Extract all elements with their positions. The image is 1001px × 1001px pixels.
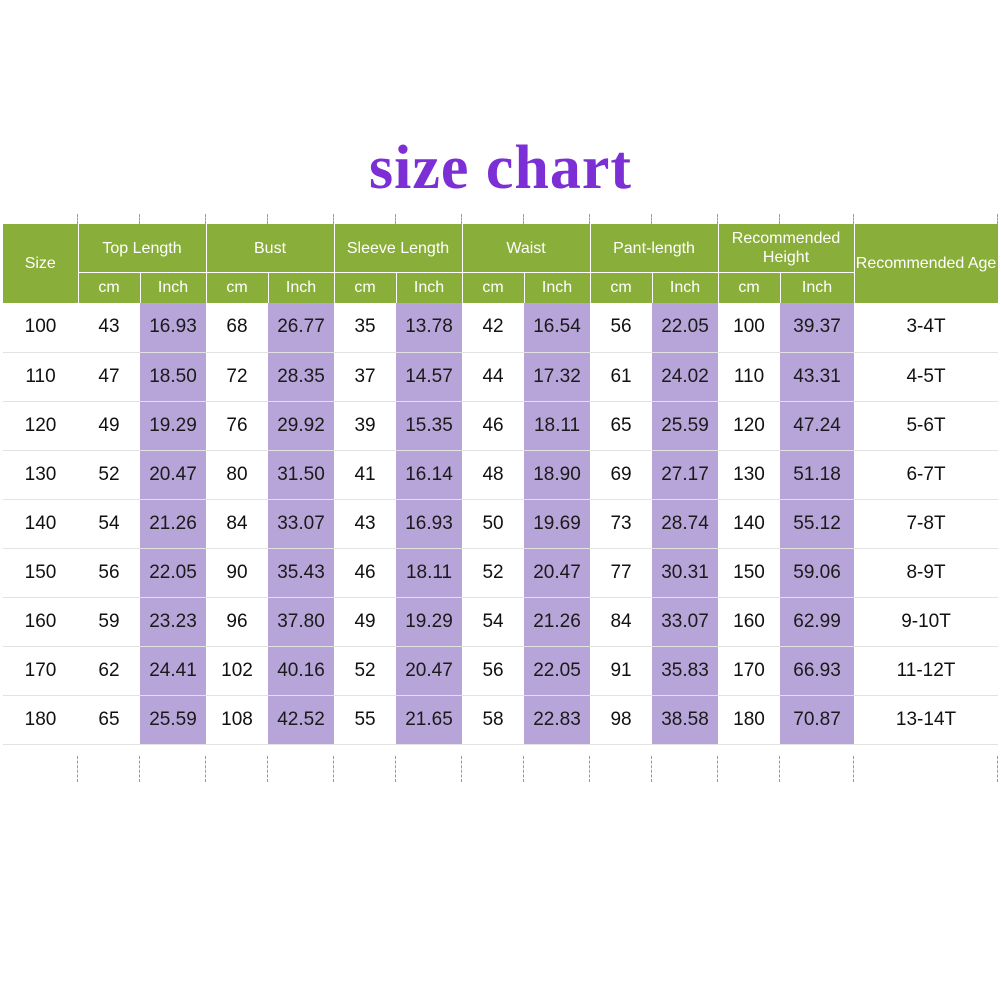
column-header-sleeve-length: Sleeve Length [334, 224, 462, 273]
cell-value: 73 [590, 499, 652, 548]
cell-value: 17.32 [524, 352, 590, 401]
cell-value: 22.05 [524, 646, 590, 695]
cell-value: 170 [718, 646, 780, 695]
cell-value: 180 [718, 695, 780, 744]
tick-mark [717, 214, 718, 224]
page-title: size chart [368, 134, 633, 202]
cell-value: 30.31 [652, 548, 718, 597]
unit-header-waist-cm: cm [462, 273, 524, 304]
table-row [3, 597, 998, 646]
cell-value: 150 [718, 548, 780, 597]
cell-value: 37 [334, 352, 396, 401]
cell-size: 110 [3, 352, 78, 401]
unit-header-pant-inch: Inch [652, 273, 718, 304]
cell-value: 50 [462, 499, 524, 548]
cell-size: 150 [3, 548, 78, 597]
cell-value: 37.80 [268, 597, 334, 646]
cell-value: 84 [206, 499, 268, 548]
column-header-recommended-age: Recommended Age [854, 224, 998, 303]
tick-mark [651, 756, 652, 782]
tick-mark [77, 756, 78, 782]
cell-value: 42.52 [268, 695, 334, 744]
cell-value: 40.16 [268, 646, 334, 695]
tick-mark [395, 756, 396, 782]
cell-value: 47.24 [780, 401, 854, 450]
cell-value: 18.50 [140, 352, 206, 401]
column-header-waist: Waist [462, 224, 590, 273]
cell-value: 26.77 [268, 303, 334, 352]
cell-value: 16.54 [524, 303, 590, 352]
unit-header-pant-cm: cm [590, 273, 652, 304]
cell-value: 24.02 [652, 352, 718, 401]
bottom-tick-marks [3, 756, 998, 782]
cell-value: 20.47 [396, 646, 462, 695]
cell-value: 16.93 [140, 303, 206, 352]
cell-value: 61 [590, 352, 652, 401]
cell-value: 84 [590, 597, 652, 646]
cell-value: 7-8T [854, 499, 998, 548]
cell-value: 130 [718, 450, 780, 499]
cell-value: 46 [462, 401, 524, 450]
cell-value: 80 [206, 450, 268, 499]
tick-mark [333, 214, 334, 224]
cell-value: 35 [334, 303, 396, 352]
cell-value: 27.17 [652, 450, 718, 499]
tick-mark [139, 756, 140, 782]
unit-header-sleeve-inch: Inch [396, 273, 462, 304]
cell-value: 22.05 [652, 303, 718, 352]
unit-header-bust-inch: Inch [268, 273, 334, 304]
cell-value: 140 [718, 499, 780, 548]
size-chart-table-wrap [3, 224, 998, 745]
cell-value: 70.87 [780, 695, 854, 744]
cell-value: 56 [590, 303, 652, 352]
tick-mark [139, 214, 140, 224]
cell-value: 20.47 [140, 450, 206, 499]
cell-value: 102 [206, 646, 268, 695]
cell-value: 23.23 [140, 597, 206, 646]
cell-value: 59 [78, 597, 140, 646]
cell-value: 54 [462, 597, 524, 646]
cell-value: 35.83 [652, 646, 718, 695]
cell-size: 160 [3, 597, 78, 646]
cell-value: 76 [206, 401, 268, 450]
cell-value: 55.12 [780, 499, 854, 548]
cell-value: 31.50 [268, 450, 334, 499]
cell-value: 65 [78, 695, 140, 744]
cell-value: 3-4T [854, 303, 998, 352]
cell-value: 58 [462, 695, 524, 744]
table-row [3, 499, 998, 548]
unit-header-height-cm: cm [718, 273, 780, 304]
tick-mark [997, 756, 998, 782]
tick-mark [779, 756, 780, 782]
cell-value: 52 [78, 450, 140, 499]
unit-header-bust-cm: cm [206, 273, 268, 304]
cell-value: 160 [718, 597, 780, 646]
cell-value: 24.41 [140, 646, 206, 695]
table-header [3, 224, 998, 303]
cell-value: 43.31 [780, 352, 854, 401]
tick-mark [717, 756, 718, 782]
cell-value: 120 [718, 401, 780, 450]
cell-value: 72 [206, 352, 268, 401]
table-row [3, 352, 998, 401]
cell-value: 5-6T [854, 401, 998, 450]
cell-value: 15.35 [396, 401, 462, 450]
unit-header-top-length-cm: cm [78, 273, 140, 304]
cell-value: 108 [206, 695, 268, 744]
cell-value: 21.65 [396, 695, 462, 744]
cell-value: 6-7T [854, 450, 998, 499]
tick-mark [267, 214, 268, 224]
tick-mark [77, 214, 78, 224]
table-row [3, 303, 998, 352]
cell-value: 56 [462, 646, 524, 695]
cell-value: 38.58 [652, 695, 718, 744]
cell-value: 11-12T [854, 646, 998, 695]
tick-mark [853, 214, 854, 224]
unit-header-waist-inch: Inch [524, 273, 590, 304]
cell-value: 18.90 [524, 450, 590, 499]
cell-value: 14.57 [396, 352, 462, 401]
cell-value: 62 [78, 646, 140, 695]
cell-value: 22.83 [524, 695, 590, 744]
group-header-row [3, 224, 998, 273]
table-body [3, 303, 998, 744]
cell-value: 21.26 [140, 499, 206, 548]
cell-value: 18.11 [524, 401, 590, 450]
cell-value: 9-10T [854, 597, 998, 646]
cell-value: 39 [334, 401, 396, 450]
cell-value: 51.18 [780, 450, 854, 499]
tick-mark [779, 214, 780, 224]
cell-size: 130 [3, 450, 78, 499]
cell-value: 13.78 [396, 303, 462, 352]
cell-value: 16.14 [396, 450, 462, 499]
cell-value: 19.29 [396, 597, 462, 646]
top-tick-marks [3, 214, 998, 224]
cell-size: 100 [3, 303, 78, 352]
cell-value: 47 [78, 352, 140, 401]
cell-size: 180 [3, 695, 78, 744]
tick-mark [589, 756, 590, 782]
cell-value: 35.43 [268, 548, 334, 597]
cell-value: 100 [718, 303, 780, 352]
cell-value: 54 [78, 499, 140, 548]
unit-header-top-length-inch: Inch [140, 273, 206, 304]
cell-value: 46 [334, 548, 396, 597]
cell-value: 21.26 [524, 597, 590, 646]
column-header-recommended-height: Recommended Height [718, 224, 854, 273]
tick-mark [205, 214, 206, 224]
cell-value: 41 [334, 450, 396, 499]
cell-value: 69 [590, 450, 652, 499]
cell-value: 49 [78, 401, 140, 450]
cell-value: 49 [334, 597, 396, 646]
table-row [3, 548, 998, 597]
cell-value: 91 [590, 646, 652, 695]
unit-header-sleeve-cm: cm [334, 273, 396, 304]
cell-value: 28.74 [652, 499, 718, 548]
cell-size: 120 [3, 401, 78, 450]
tick-mark [267, 756, 268, 782]
cell-value: 19.29 [140, 401, 206, 450]
column-header-bust: Bust [206, 224, 334, 273]
cell-value: 29.92 [268, 401, 334, 450]
column-header-top-length: Top Length [78, 224, 206, 273]
tick-mark [651, 214, 652, 224]
table-row [3, 450, 998, 499]
cell-value: 62.99 [780, 597, 854, 646]
cell-value: 19.69 [524, 499, 590, 548]
tick-mark [523, 214, 524, 224]
cell-value: 33.07 [268, 499, 334, 548]
cell-value: 77 [590, 548, 652, 597]
cell-value: 98 [590, 695, 652, 744]
cell-value: 65 [590, 401, 652, 450]
cell-value: 16.93 [396, 499, 462, 548]
cell-value: 110 [718, 352, 780, 401]
table-row [3, 646, 998, 695]
cell-value: 90 [206, 548, 268, 597]
unit-header-height-inch: Inch [780, 273, 854, 304]
cell-size: 140 [3, 499, 78, 548]
tick-mark [395, 214, 396, 224]
cell-value: 43 [78, 303, 140, 352]
size-chart-table [3, 224, 999, 745]
cell-value: 28.35 [268, 352, 334, 401]
tick-mark [853, 756, 854, 782]
cell-value: 48 [462, 450, 524, 499]
cell-size: 170 [3, 646, 78, 695]
cell-value: 44 [462, 352, 524, 401]
cell-value: 96 [206, 597, 268, 646]
tick-mark [523, 756, 524, 782]
cell-value: 56 [78, 548, 140, 597]
cell-value: 68 [206, 303, 268, 352]
tick-mark [461, 756, 462, 782]
unit-header-row [3, 273, 998, 304]
column-header-size: Size [3, 224, 78, 303]
cell-value: 33.07 [652, 597, 718, 646]
cell-value: 52 [462, 548, 524, 597]
tick-mark [589, 214, 590, 224]
cell-value: 42 [462, 303, 524, 352]
tick-mark [461, 214, 462, 224]
table-row [3, 401, 998, 450]
cell-value: 39.37 [780, 303, 854, 352]
tick-mark [205, 756, 206, 782]
cell-value: 20.47 [524, 548, 590, 597]
cell-value: 18.11 [396, 548, 462, 597]
column-header-pant-length: Pant-length [590, 224, 718, 273]
cell-value: 52 [334, 646, 396, 695]
cell-value: 59.06 [780, 548, 854, 597]
cell-value: 4-5T [854, 352, 998, 401]
tick-mark [997, 214, 998, 224]
cell-value: 55 [334, 695, 396, 744]
cell-value: 8-9T [854, 548, 998, 597]
table-row [3, 695, 998, 744]
cell-value: 66.93 [780, 646, 854, 695]
cell-value: 43 [334, 499, 396, 548]
tick-mark [333, 756, 334, 782]
cell-value: 25.59 [652, 401, 718, 450]
cell-value: 13-14T [854, 695, 998, 744]
cell-value: 22.05 [140, 548, 206, 597]
cell-value: 25.59 [140, 695, 206, 744]
